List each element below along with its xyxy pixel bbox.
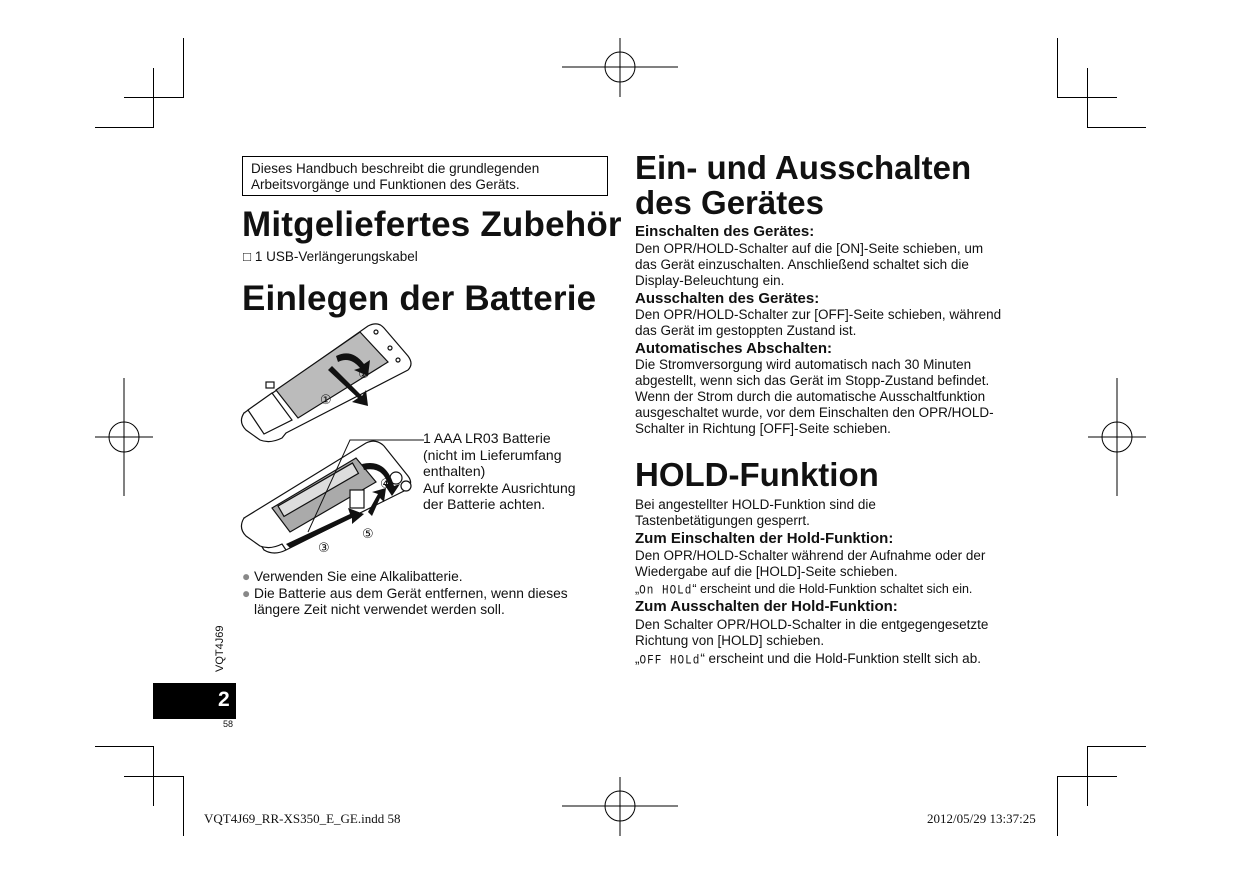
power-off-title: Ausschalten des Gerätes: (635, 290, 820, 307)
power-heading-line2: des Gerätes (635, 184, 824, 221)
hold-on-result: „On HOLd“ erscheint und die Hold-Funktion schaltet sich ein. (635, 582, 973, 599)
power-on-title: Einschalten des Gerätes: (635, 223, 815, 240)
footer-filename: VQT4J69_RR-XS350_E_GE.indd 58 (204, 811, 401, 826)
hold-heading: HOLD-Funktion (635, 456, 879, 493)
step-label-2: ② (358, 367, 370, 382)
callout-line: der Batterie achten. (423, 496, 546, 512)
bullet-icon: ● (242, 585, 251, 601)
power-heading-line1: Ein- und Ausschalten (635, 149, 972, 186)
power-on-text: Den OPR/HOLD-Schalter auf die [ON]-Seite schieben, um das Gerät einzuschalten. Anschließend schaltet sich die Display-Beleuchtung ein. (635, 241, 984, 288)
callout-line: enthalten) (423, 463, 486, 479)
step-label-1: ① (320, 393, 332, 408)
tab-number: 2 (218, 688, 230, 711)
bullet-icon: ● (242, 569, 251, 584)
battery-callout (423, 430, 598, 513)
step-label-4: ④ (380, 477, 392, 492)
accessories-heading: Mitgeliefertes Zubehör (242, 205, 622, 244)
power-off-text: Den OPR/HOLD-Schalter zur [OFF]-Seite schieben, während das Gerät im gestoppten Zustand ist. (635, 307, 1002, 338)
footer-timestamp: 2012/05/29 13:37:25 (927, 811, 1036, 826)
step-label-3: ③ (318, 541, 330, 556)
hold-intro: Bei angestellter HOLD-Funktion sind die Tastenbetätigungen gesperrt. (635, 497, 876, 528)
accessory-item: □ 1 USB-Verlängerungskabel (243, 249, 418, 264)
list-item: ● Die Batterie aus dem Gerät entfernen, wenn dieses längere Zeit nicht verwendet werden soll. (242, 585, 568, 617)
hold-off-text: Den Schalter OPR/HOLD-Schalter in die entgegengesetzte Richtung von [HOLD] schieben. (635, 617, 989, 648)
step-label-5: ⑤ (362, 527, 374, 542)
hold-on-text: Den OPR/HOLD-Schalter während der Aufnahme oder der Wiedergabe auf die [HOLD]-Seite schieben. (635, 548, 986, 579)
battery-heading: Einlegen der Batterie (242, 279, 597, 318)
page-number: 58 (223, 719, 234, 729)
battery-illustration (238, 318, 428, 568)
hold-off-title: Zum Ausschalten der Hold-Funktion: (635, 598, 898, 615)
hold-on-title: Zum Einschalten der Hold-Funktion: (635, 530, 894, 547)
callout-line: 1 AAA LR03 Batterie (423, 430, 551, 446)
model-code: VQT4J69 (214, 625, 226, 672)
callout-line: Auf korrekte Ausrichtung (423, 479, 576, 496)
auto-off-title: Automatisches Abschalten: (635, 340, 832, 357)
hold-off-result: „OFF HOLd“ erscheint und die Hold-Funktion stellt sich ab. (635, 651, 981, 669)
callout-line: (nicht im Lieferumfang (423, 446, 562, 463)
auto-off-text: Die Stromversorgung wird automatisch nach 30 Minuten abgestellt, wenn sich das Gerät im Stopp-Zustand befindet. Wenn der Strom durch die automatische Ausschaltfunktion ausgeschaltet wurde, vor dem Einschalten den OPR/HOLD-Schalter in Richtung [OFF]-Seite schieben. (635, 357, 994, 436)
battery-notes (242, 569, 612, 619)
intro-box: Dieses Handbuch beschreibt die grundlegenden Arbeitsvorgänge und Funktionen des Geräts. (242, 156, 608, 196)
lcd-off-hold: OFF HOLd (639, 653, 701, 669)
list-item: ● Verwenden Sie eine Alkalibatterie. (242, 569, 463, 584)
lcd-on-hold: On HOLd (639, 583, 693, 599)
